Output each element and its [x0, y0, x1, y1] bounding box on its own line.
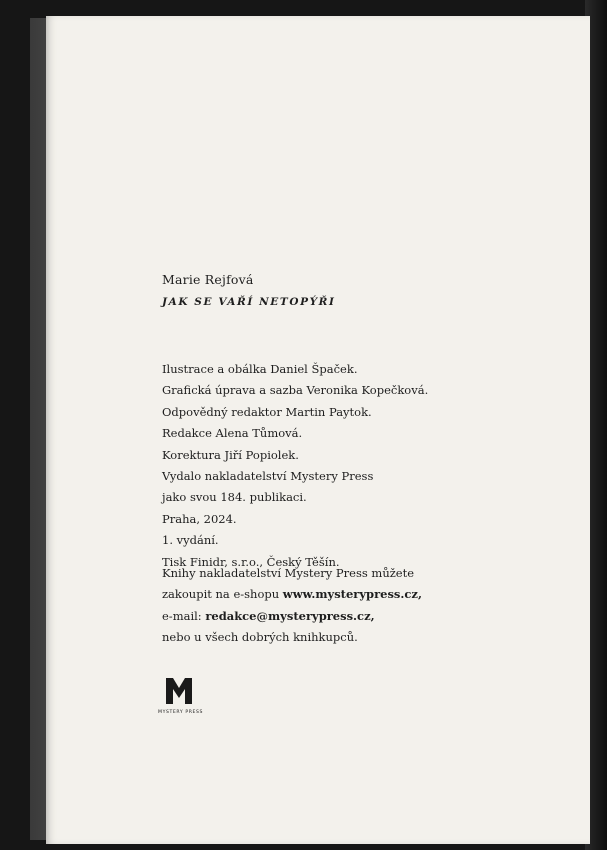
- colophon-line: Grafická úprava a sazba Veronika Kopečková.: [162, 383, 429, 398]
- colophon-line: Vydalo nakladatelství Mystery Press: [162, 469, 374, 484]
- colophon-line: Tisk Finidr, s.r.o., Český Těšín.: [162, 554, 340, 569]
- mystery-press-monogram-icon: [164, 676, 194, 706]
- shop-line: [162, 606, 422, 627]
- colophon-line: jako svou 184. publikaci.: [162, 490, 307, 505]
- book-title: JAK SE VAŘÍ NETOPÝŘI: [162, 296, 336, 308]
- website-link: www.mysterypress.cz,: [282, 587, 422, 602]
- shop-info: [162, 563, 422, 649]
- colophon-line: Redakce Alena Tůmová.: [162, 426, 303, 441]
- publisher-logo: [158, 676, 202, 715]
- colophon-line: 1. vydání.: [162, 533, 219, 548]
- colophon-line: Odpovědný redaktor Martin Paytok.: [162, 404, 372, 419]
- colophon-line: Korektura Jiří Popiolek.: [162, 447, 299, 462]
- colophon-list: [162, 359, 428, 573]
- email-prefix: e-mail:: [162, 608, 206, 623]
- shop-line: [162, 584, 422, 605]
- shop-line-prefix: zakoupit na e-shopu: [162, 587, 283, 602]
- logo-text: MYSTERY PRESS: [158, 710, 204, 715]
- shop-line: nebo u všech dobrých knihkupců.: [162, 630, 358, 645]
- email-address: redakce@mysterypress.cz,: [205, 608, 375, 623]
- book-page: [46, 16, 590, 844]
- book-author: Marie Rejfová: [162, 272, 254, 287]
- colophon-line: Praha, 2024.: [162, 511, 237, 526]
- colophon-line: Ilustrace a obálka Daniel Špaček.: [162, 362, 358, 376]
- shop-line: Knihy nakladatelství Mystery Press můžete: [162, 566, 415, 580]
